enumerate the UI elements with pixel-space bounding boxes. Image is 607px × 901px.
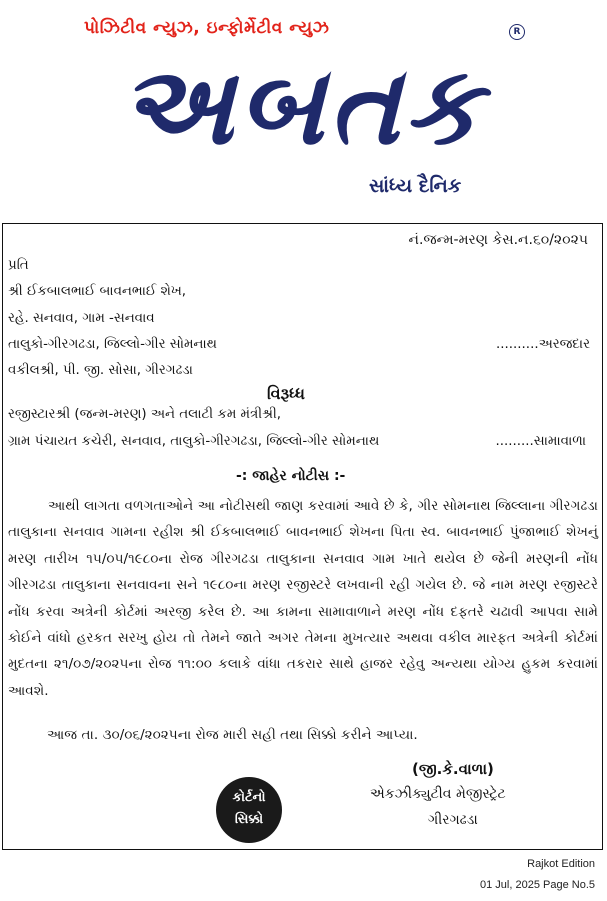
signatory-name: (જી.કે.વાળા)	[412, 760, 494, 778]
applicant-name: શ્રી ઈકબાલભાઈ બાવનભાઈ શેખ,	[8, 284, 187, 299]
respondent-role: .........સામાવાળા	[495, 434, 586, 449]
notice-heading: -: જાહેર નોટીસ :-	[236, 468, 346, 484]
respondent-line-2: ગ્રામ પંચાયત કચેરી, સનવાવ, તાલુકો-ગીરગઢડા, જિલ્લો-ગીર સોમનાથ	[8, 434, 380, 449]
advocate-line: વકીલશ્રી, પી. જી. સોસા, ગીરગઢડા	[8, 363, 193, 378]
signatory-office: એકઝીક્યુટીવ મેજીસ્ટ્રેટ	[370, 786, 506, 802]
applicant-role: ..........અરજદાર	[496, 337, 590, 352]
signatory-place: ગીરગઢડા	[428, 812, 478, 828]
applicant-taluka: તાલુકો-ગીરગઢડા, જિલ્લો-ગીર સોમનાથ	[8, 337, 217, 352]
logo-wordmark: અબતક	[119, 44, 485, 169]
addressee-prefix: પ્રતિ	[8, 258, 29, 273]
notice-body	[8, 493, 598, 704]
issue-date-line: આજ તા. ૩૦/૦૬/૨૦૨૫ના રોજ મારી સહી તથા સિક્કો કરીને આપ્યા.	[47, 727, 418, 743]
applicant-address: રહે. સનવાવ, ગામ -સનવાવ	[8, 311, 155, 326]
seal-text-bottom: સિક્કો	[234, 812, 264, 827]
newspaper-logo	[82, 38, 522, 176]
court-seal	[216, 777, 282, 843]
respondent-line-1: રજીસ્ટારશ્રી (જન્મ-મરણ) અને તલાટી કમ મંત્રીશ્રી,	[8, 407, 282, 422]
seal-text-top: કોર્ટનો	[232, 790, 266, 805]
case-number: નં.જન્મ-મરણ કેસ.ન.૬૦/૨૦૨૫	[408, 232, 588, 248]
registered-trademark-icon: R	[509, 24, 525, 40]
masthead-tagline: પોઝિટીવ ન્યુઝ, ઇન્ફોર્મેટીવ ન્યુઝ	[84, 18, 330, 38]
page-info: 01 Jul, 2025 Page No.5	[480, 879, 595, 891]
edition-label: Rajkot Edition	[527, 858, 595, 870]
notice-body-text: આથી લાગતા વળગતાઓને આ નોટીસથી જાણ કરવામાં આવે છે કે, ગીર સોમનાથ જિલ્લાના ગીરગઢડા તાલુકાના સનવાવ ગામના રહીશ શ્રી ઈકબાલભાઈ બાવનભાઈ શેખના પિતા સ્વ. બાવનભાઈ પુંજાભાઈ શેખનું મરણ તારીખ ૧૫/૦૫/૧૯૮૦ના રોજ ગીરગઢડા તાલુકાના સનવાવ ગામ ખાતે થયેલ છે જેની મરણની નોંધ ગીરગઢડા તાલુકાના સનવાવના સને ૧૯૮૦ના મરણ રજીસ્ટરે લખવાની રહી ગયેલ છે. જે નામ મરણ રજીસ્ટરે નોંધ કરવા અત્રેની કોર્ટમાં અરજી કરેલ છે. આ કામના સામાવાળાને મરણ નોંધ દફતરે ચઢાવી આપવા સામે કોઈને વાંધો હરકત સરખુ હોય તો તેમને જાતે અગર તેમના મુખત્યાર અથવા વકીલ મારફત અત્રેની કોર્ટમાં મુદતના ૨૧/૦૭/૨૦૨૫ના રોજ ૧૧:૦૦ કલાકે વાંધા તકરાર સાથે હાજર રહેવુ અન્યથા યોગ્ય હુકમ કરવામાં આવશે.	[8, 498, 598, 699]
newspaper-masthead	[0, 0, 607, 215]
masthead-subtitle: સાંધ્ય દૈનિક	[369, 175, 462, 197]
versus-heading: વિરૂધ્ધ	[267, 384, 306, 403]
public-notice	[2, 223, 603, 850]
